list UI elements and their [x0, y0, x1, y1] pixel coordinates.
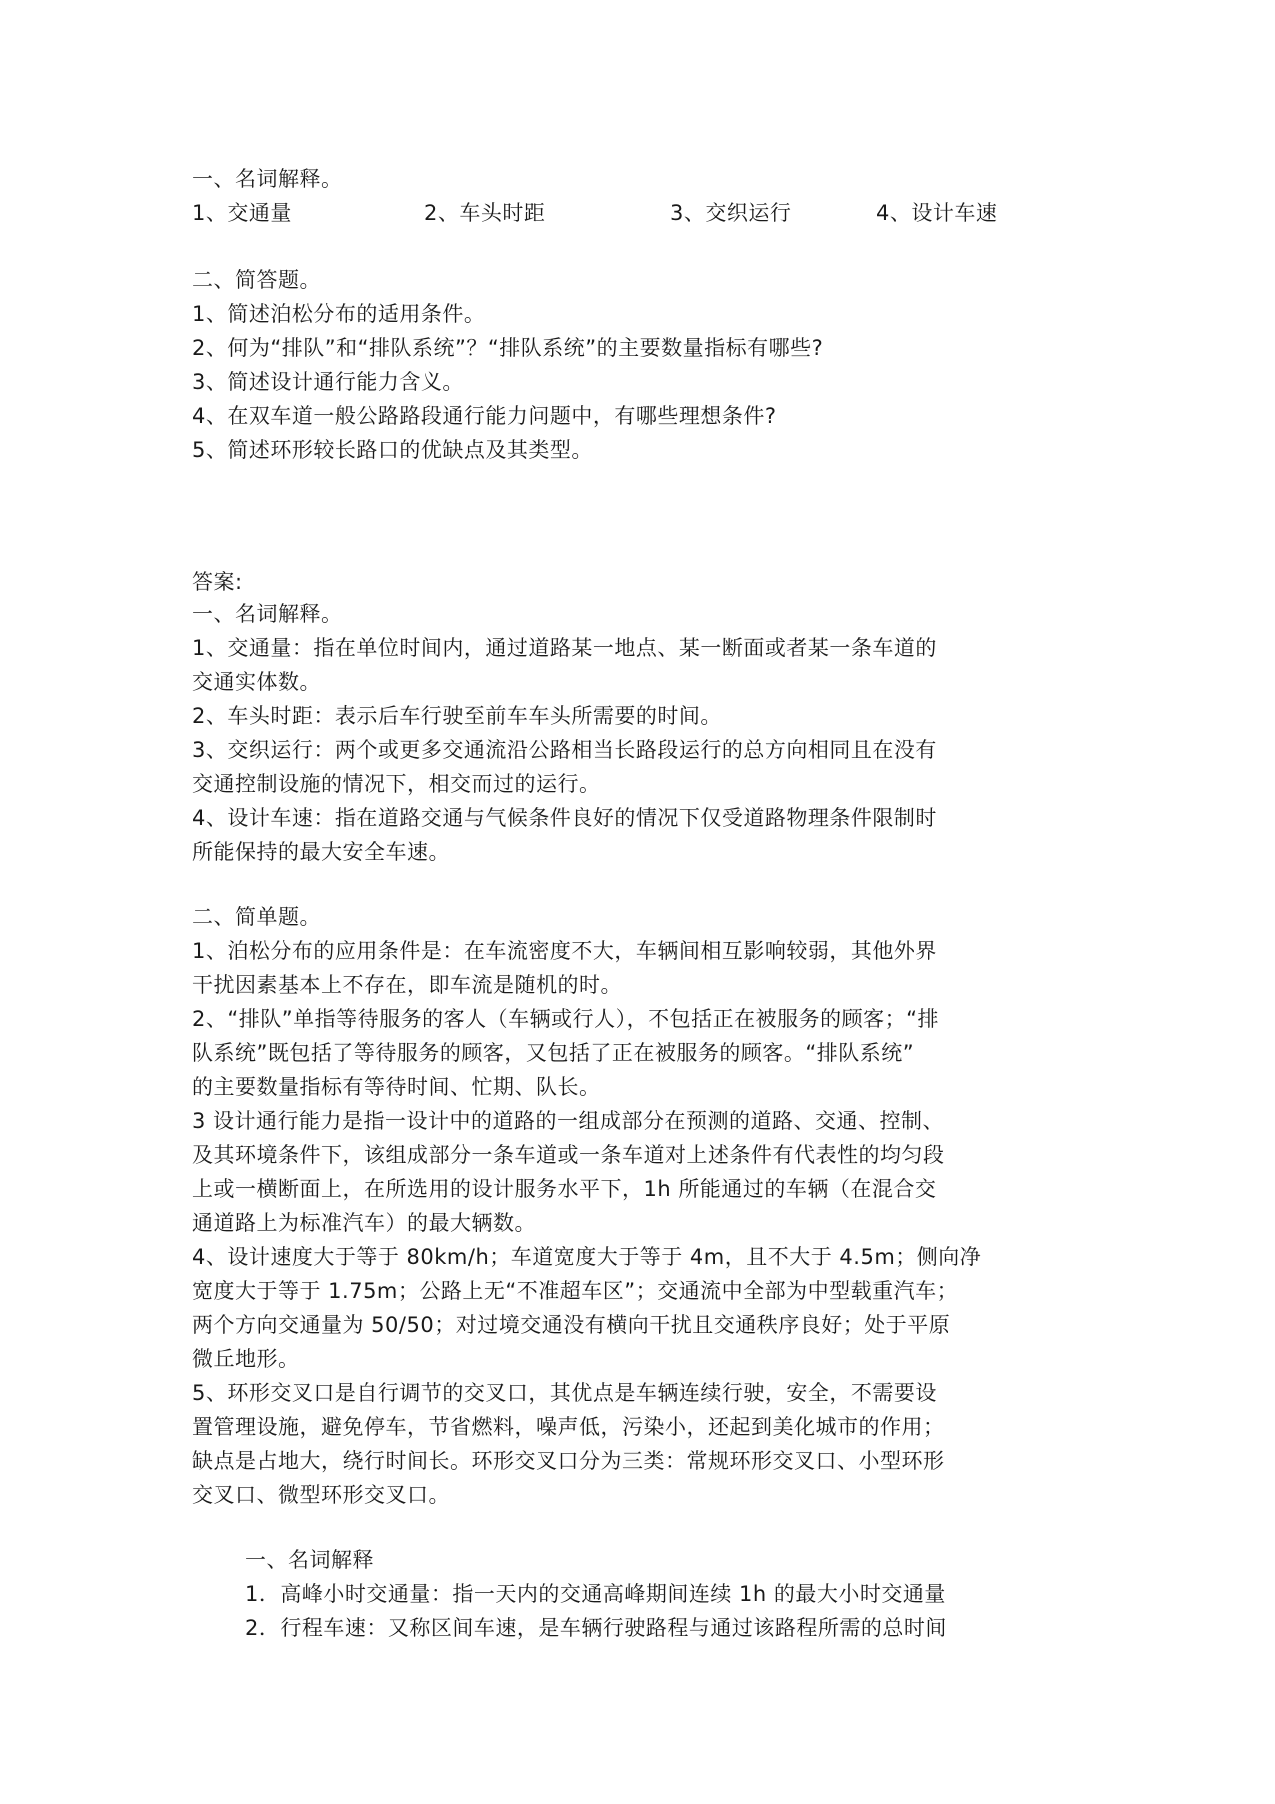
answer-line: 通道路上为标准汽车）的最大辆数。: [192, 1211, 536, 1235]
answers-section-2-title: 二、简单题。: [192, 905, 321, 929]
answer-line: 宽度大于等于 1.75m；公路上无“不准超车区”；交通流中全部为中型载重汽车；: [192, 1279, 959, 1303]
answer-line: 两个方向交通量为 50/50；对过境交通没有横向干扰且交通秩序良好；处于平原: [192, 1313, 951, 1337]
answer-line: 1、交通量：指在单位时间内，通过道路某一地点、某一断面或者某一条车道的: [192, 636, 937, 660]
question-item: 2、何为“排队”和“排队系统”？“排队系统”的主要数量指标有哪些?: [192, 336, 824, 360]
answer-line: 交通实体数。: [192, 670, 321, 694]
extra-item: 1．高峰小时交通量：指一天内的交通高峰期间连续 1h 的最大小时交通量: [245, 1582, 946, 1606]
section-2-title: 二、简答题。: [192, 268, 321, 292]
question-item: 1、简述泊松分布的适用条件。: [192, 302, 486, 326]
extra-section-title: 一、名词解释: [245, 1548, 374, 1572]
answer-line: 1、泊松分布的应用条件是：在车流密度不大，车辆间相互影响较弱，其他外界: [192, 939, 937, 963]
answer-line: 上或一横断面上，在所选用的设计服务水平下，1h 所能通过的车辆（在混合交: [192, 1177, 937, 1201]
answer-line: 交通控制设施的情况下，相交而过的运行。: [192, 772, 601, 796]
answer-line: 置管理设施，避免停车，节省燃料，噪声低，污染小，还起到美化城市的作用；: [192, 1415, 945, 1439]
answer-line: 缺点是占地大，绕行时间长。环形交叉口分为三类：常规环形交叉口、小型环形: [192, 1449, 945, 1473]
term-weaving: 3、交织运行: [670, 201, 792, 225]
term-traffic-volume: 1、交通量: [192, 201, 292, 225]
term-design-speed: 4、设计车速: [876, 201, 998, 225]
answer-line: 的主要数量指标有等待时间、忙期、队长。: [192, 1075, 601, 1099]
term-headway: 2、车头时距: [424, 201, 546, 225]
answer-line: 2、车头时距：表示后车行驶至前车车头所需要的时间。: [192, 704, 722, 728]
answer-line: 干扰因素基本上不存在，即车流是随机的时。: [192, 973, 622, 997]
answer-line: 4、设计速度大于等于 80km/h；车道宽度大于等于 4m，且不大于 4.5m；侧向净: [192, 1245, 982, 1269]
answer-line: 及其环境条件下，该组成部分一条车道或一条车道对上述条件有代表性的均匀段: [192, 1143, 945, 1167]
answer-line: 微丘地形。: [192, 1347, 300, 1371]
answer-line: 所能保持的最大安全车速。: [192, 840, 450, 864]
question-item: 4、在双车道一般公路路段通行能力问题中，有哪些理想条件?: [192, 404, 777, 428]
answers-heading: 答案:: [192, 570, 243, 594]
answers-section-1-title: 一、名词解释。: [192, 602, 343, 626]
extra-item: 2．行程车速：又称区间车速，是车辆行驶路程与通过该路程所需的总时间: [245, 1616, 947, 1640]
answer-line: 2、“排队”单指等待服务的客人（车辆或行人），不包括正在被服务的顾客；“排: [192, 1007, 939, 1031]
question-item: 3、简述设计通行能力含义。: [192, 370, 464, 394]
answer-line: 5、环形交叉口是自行调节的交叉口，其优点是车辆连续行驶，安全，不需要设: [192, 1381, 937, 1405]
answer-line: 队系统”既包括了等待服务的顾客，又包括了正在被服务的顾客。“排队系统”: [192, 1041, 915, 1065]
section-1-title: 一、名词解释。: [192, 167, 343, 191]
answer-line: 交叉口、微型环形交叉口。: [192, 1483, 450, 1507]
question-item: 5、简述环形较长路口的优缺点及其类型。: [192, 438, 593, 462]
answer-line: 3 设计通行能力是指一设计中的道路的一组成部分在预测的道路、交通、控制、: [192, 1109, 945, 1133]
answer-line: 4、设计车速：指在道路交通与气候条件良好的情况下仅受道路物理条件限制时: [192, 806, 937, 830]
answer-line: 3、交织运行：两个或更多交通流沿公路相当长路段运行的总方向相同且在没有: [192, 738, 937, 762]
